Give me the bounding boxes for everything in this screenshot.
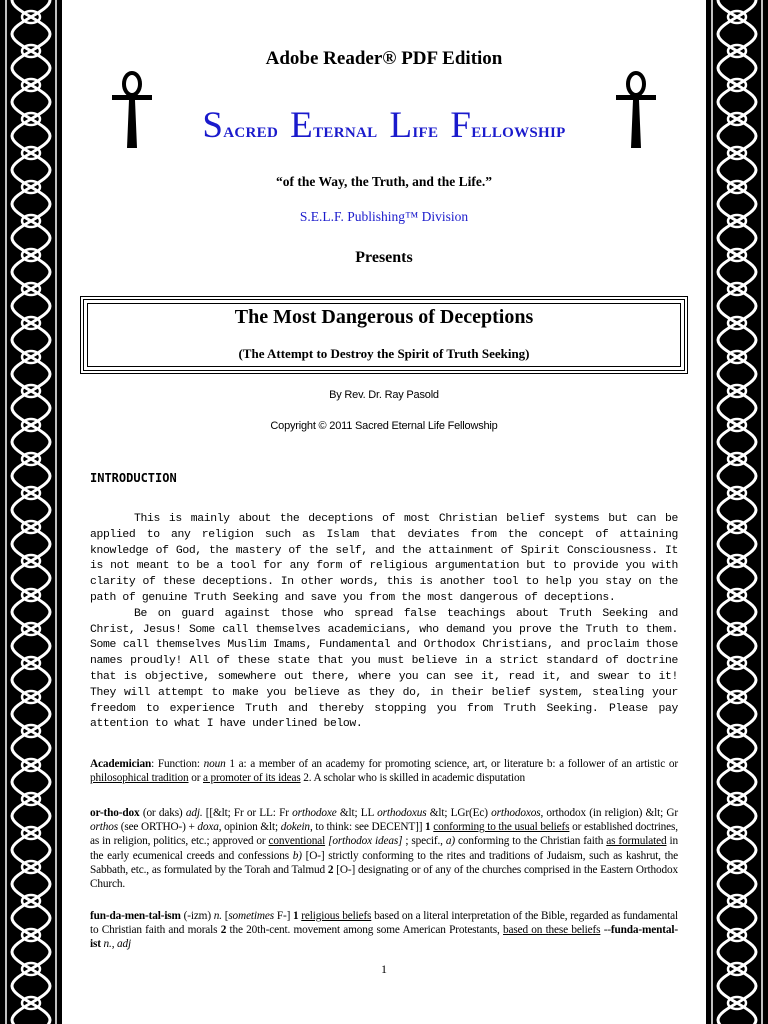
document-page bbox=[62, 0, 706, 1024]
fellowship-word: ETERNAL bbox=[290, 105, 378, 146]
celtic-knot-border-right bbox=[706, 0, 768, 1024]
document-title: The Most Dangerous of Deceptions bbox=[234, 306, 534, 328]
presents-label: Presents bbox=[355, 249, 413, 266]
definition-fundamentalism: fun-da-men-tal-ism (-izm) n. [sometimes F-] 1 religious beliefs based on a literal interpretation of the Bible, regarded as fundamental to Christian faith and morals 2 the 20th-cent. movement among some American Protestants, based on these beliefs --funda-mental-ist n., adj bbox=[90, 910, 679, 951]
definition-academician: Academician: Function: noun 1 a: a member of an academy for promoting science, art, or literature b: a follower of an artistic or philosophical tradition or a promoter of its ideas 2. A scholar who is skilled in academic disputation bbox=[90, 758, 678, 785]
fellowship-word: SACRED bbox=[202, 105, 279, 146]
definition-term: Academician bbox=[90, 758, 152, 770]
author-byline: By Rev. Dr. Ray Pasold bbox=[329, 389, 439, 401]
fellowship-name bbox=[62, 104, 706, 147]
document-subtitle: (The Attempt to Destroy the Spirit of Truth Seeking) bbox=[238, 346, 530, 361]
underlined-phrase: religious beliefs bbox=[301, 910, 372, 922]
underlined-phrase: philosophical tradition bbox=[90, 772, 189, 785]
introduction-body bbox=[90, 512, 678, 733]
copyright-notice: Copyright © 2011 Sacred Eternal Life Fellowship bbox=[270, 420, 498, 432]
intro-paragraph: Be on guard against those who spread false teachings about Truth Seeking and Christ, Jesus! Some call themselves academicians, who demand you prove the Truth to them. Some call themselves Muslim Imams, Fundamental and Orthodox Christians, and proclaim those names proudly! All of these state that you must believe in a strict standard of doctrine that is objective, somewhere out there, where you can see it, read it, and swear to it! They will attempt to make you believe as they do, in their belief system, stealing your freedom to experience Truth and thereby stopping you from Truth Seeking. Please pay attention to what I have underlined below. bbox=[90, 607, 678, 731]
fellowship-word: FELLOWSHIP bbox=[450, 105, 566, 146]
motto: “of the Way, the Truth, and the Life.” bbox=[275, 174, 493, 189]
underlined-phrase: a promoter of its ideas bbox=[203, 772, 301, 785]
celtic-knot-border-left bbox=[0, 0, 62, 1024]
publishing-division: S.E.L.F. Publishing™ Division bbox=[299, 209, 469, 224]
underlined-phrase: as formulated bbox=[606, 835, 667, 848]
underlined-phrase: based on these beliefs bbox=[503, 924, 601, 937]
underlined-phrase: conventional bbox=[268, 835, 326, 848]
definition-term: or-tho-dox bbox=[90, 807, 140, 819]
definition-term: fun-da-men-tal-ism bbox=[90, 910, 181, 922]
underlined-phrase: conforming to the usual beliefs bbox=[433, 821, 570, 834]
title-box bbox=[80, 296, 688, 374]
definition-orthodox: or-tho-dox (or daks) adj. [[&lt; Fr or LL: Fr orthodoxe &lt; LL orthodoxus &lt; LGr(Ec) orthodoxos, orthodox (in religion) &lt; Gr orthos (see ORTHO-) + doxa, opinion &lt; dokein, to think: see DECENT]] 1 conforming to the usual beliefs or established doctrines, as in religion, politics, etc.; approved or conventional [orthodox ideas] ; specif., a) conforming to the Christian faith as formulated in the early ecumenical creeds and confessions b) [O-] strictly conforming to the rites and traditions of Judaism, such as kashrut, the Sabbath, etc., as formulated by the Torah and Talmud 2 [O-] designating or of any of the churches comprised in the Eastern Orthodox Church. bbox=[90, 807, 678, 891]
fellowship-word: LIFE bbox=[389, 105, 439, 146]
introduction-heading: INTRODUCTION bbox=[90, 471, 177, 485]
intro-paragraph: This is mainly about the deceptions of most Christian belief systems but can be applied to any religion such as Islam that deviates from the concept of attaining knowledge of God, the mastery of the self, and the attainment of Spirit Consciousness. It is not meant to be a tool for any form of religious argumentation but to provide you with clarity of these deceptions. In other words, this is another tool to help you stay on the path of genuine Truth Seeking and save you from the most dangerous of deceptions. bbox=[90, 513, 678, 604]
edition-heading: Adobe Reader® PDF Edition bbox=[265, 48, 503, 69]
page-number: 1 bbox=[381, 962, 387, 976]
